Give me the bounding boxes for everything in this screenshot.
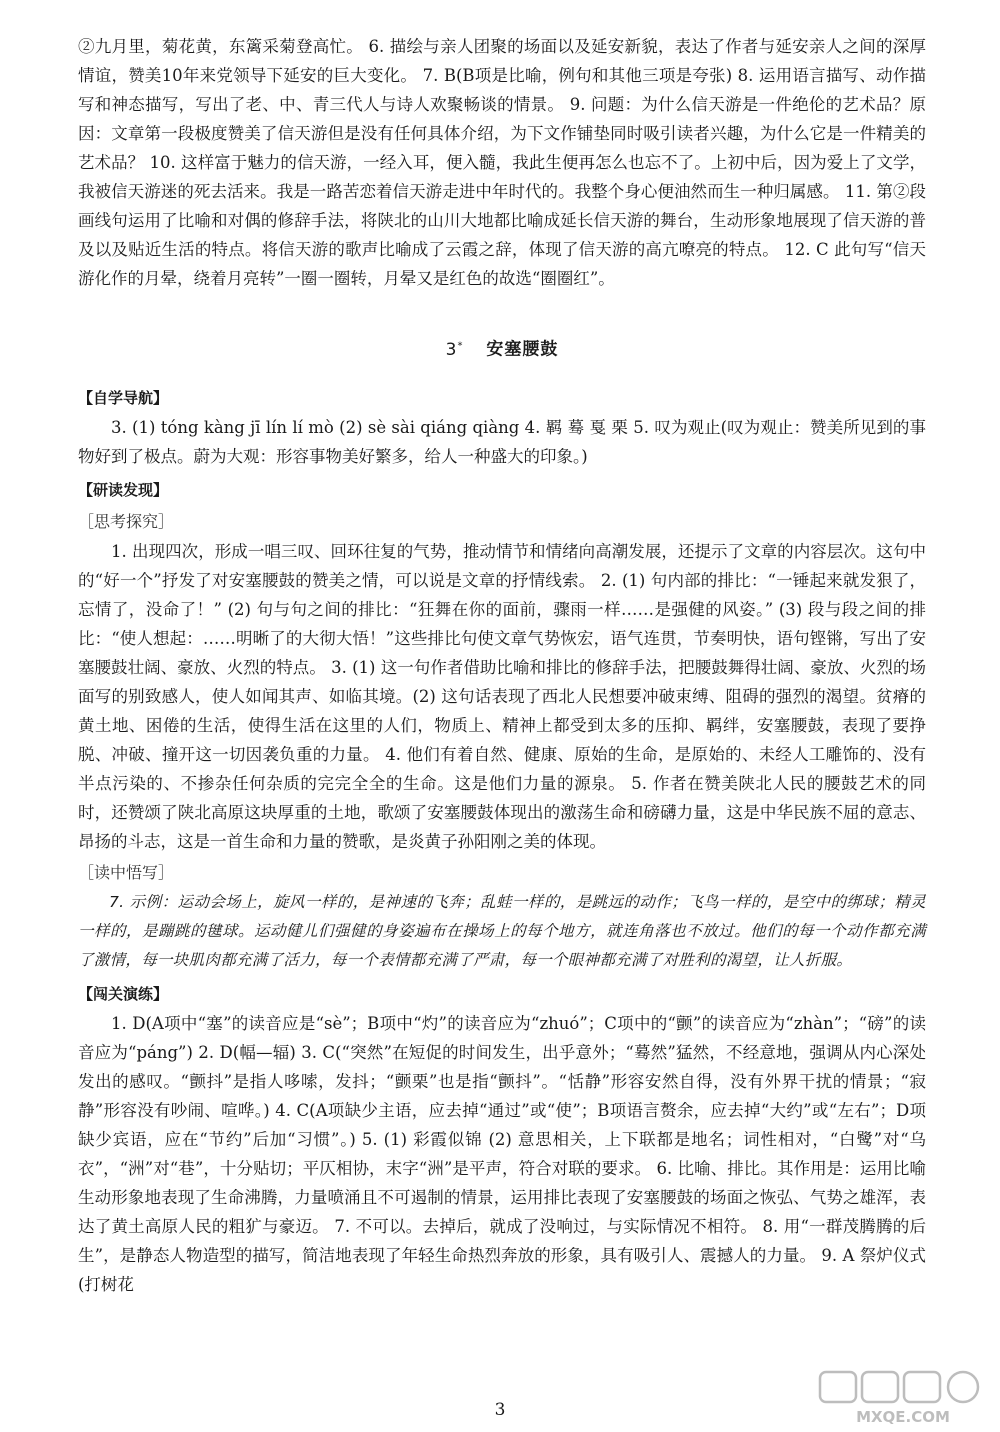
chapter-mark: *	[457, 340, 464, 351]
sub-heading-thinking: ［思考探究］	[78, 511, 175, 531]
sub-heading-reading-writing: ［读中悟写］	[78, 862, 175, 882]
section-heading-practice: 【闯关演练】	[78, 984, 169, 1003]
page-number: 3	[494, 1400, 506, 1420]
chapter-title	[78, 331, 926, 365]
reading-writing-example: 7. 示例：运动会场上，旋风一样的，是神速的飞奔；乱蛙一样的，是跳远的动作；飞鸟一样的，是空中的绑球；精灵一样的，是蹦跳的毽球。运动健儿们强健的身姿遍布在操场上的每个地方，就连角落也不放过。他们的每一个动作都充满了激情，每一块肌肉都充满了活力，每一个表情都充满了严肃，每一个眼神都充满了对胜利的渴望，让人折服。	[78, 892, 926, 969]
section-heading-self-study: 【自学导航】	[78, 388, 169, 407]
research-answers: 1. 出现四次，形成一唱三叹、回环往复的气势，推动情节和情绪向高潮发展，还提示了文章的内容层次。这句中的“好一个”抒发了对安塞腰鼓的赞美之情，可以说是文章的抒情线索。 2. (1) 句内部的排比：“一锤起来就发狠了，忘情了，没命了！” (2) 句与句之间的排比：“狂舞在你的面前，骤雨一样……是强健的风姿。” (3) 段与段之间的排比：“使人想起：……明晰了的大彻大悟！”这些排比句使文章气势恢宏，语气连贯，节奏明快，语句铿锵，写出了安塞腰鼓壮阔、豪放、火烈的特点。 3. (1) 这一句作者借助比喻和排比的修辞手法，把腰鼓舞得壮阔、豪放、火烈的场面写的别致感人，使人如闻其声、如临其境。(2) 这句话表现了西北人民想要冲破束缚、阻碍的强烈的渴望。贫瘠的黄土地、困倦的生活，使得生活在这里的人们，物质上、精神上都受到太多的压抑、羁绊，安塞腰鼓，表现了要挣脱、冲破、撞开这一切因袭负重的力量。 4. 他们有着自然、健康、原始的生命，是原始的、未经人工雕饰的、没有半点污染的、不掺杂任何杂质的完完全全的生命。这是他们力量的源泉。 5. 作者在赞美陕北人民的腰鼓艺术的同时，还赞颂了陕北高原这块厚重的土地，歌颂了安塞腰鼓体现出的激荡生命和磅礴力量，这是中华民族不屈的意志、昂扬的斗志，这是一首生命和力量的赞歌，是炎黄子孙阳刚之美的体现。	[78, 541, 926, 851]
practice-answers: 1. D(A项中“塞”的读音应是“sè”；B项中“灼”的读音应为“zhuó”；C项中的“颤”的读音应为“zhàn”；“磅”的读音应为“páng”) 2. D(幅—辐) 3. C(“突然”在短促的时间发生，出乎意外；“蓦然”猛然，不经意地，强调从内心深处发出的感叹。“颤抖”是指人哆嗦，发抖；“颤栗”也是指“颤抖”。“恬静”形容安然自得，没有外界干扰的情景；“寂静”形容没有吵闹、喧哗。) 4. C(A项缺少主语，应去掉“通过”或“使”；B项语言赘余，应去掉“大约”或“左右”；D项缺少宾语，应在“节约”后加“习惯”。) 5. (1) 彩霞似锦 (2) 意思相关，上下联都是地名；词性相对，“白鹭”对“乌衣”，“洲”对“巷”，十分贴切；平仄相协，末字“洲”是平声，符合对联的要求。 6. 比喻、排比。其作用是：运用比喻生动形象地表现了生命沸腾，力量喷涌且不可遏制的情景，运用排比表现了安塞腰鼓的场面之恢弘、气势之雄浑，表达了黄土高原人民的粗犷与豪迈。 7. 不可以。去掉后，就成了没响过，与实际情况不相符。 8. 用“一群茂腾腾的后生”，是静态人物造型的描写，简洁地表现了年轻生命热烈奔放的形象，具有吸引人、震撼人的力量。 9. A 祭炉仪式(打树花	[78, 1013, 926, 1294]
chapter-name: 安塞腰鼓	[486, 339, 559, 360]
watermark-text: MXQE.COM	[856, 1408, 950, 1426]
chapter-number: 3*	[445, 339, 464, 360]
section-heading-research: 【研读发现】	[78, 480, 169, 499]
site-watermark-logo	[818, 1370, 988, 1426]
answer-page	[78, 32, 926, 1299]
self-study-answers: 3. (1) tóng kàng jī lín lí mò (2) sè sài qiáng qiàng 4. 羁 蓦 戛 栗 5. 叹为观止(叹为观止：赞美所见到的事物好到了极点。蔚为大观：形容事物美好繁多，给人一种盛大的印象。)	[78, 417, 926, 466]
previous-answers-paragraph: ②九月里，菊花黄，东篱采菊登高忙。 6. 描绘与亲人团聚的场面以及延安新貌，表达了作者与延安亲人之间的深厚情谊，赞美10年来党领导下延安的巨大变化。 7. B(B项是比喻，例句和其他三项是夸张) 8. 运用语言描写、动作描写和神态描写，写出了老、中、青三代人与诗人欢聚畅谈的情景。 9. 问题：为什么信天游是一件绝伦的艺术品？原因：文章第一段极度赞美了信天游但是没有任何具体介绍，为下文作铺垫同时吸引读者兴趣，为什么它是一件精美的艺术品？ 10. 这样富于魅力的信天游，一经入耳，便入髓，我此生便再怎么也忘不了。上初中后，因为爱上了文学，我被信天游迷的死去活来。我是一路苦恋着信天游走进中年时代的。我整个身心便油然而生一种归属感。 11. 第②段画线句运用了比喻和对偶的修辞手法，将陕北的山川大地都比喻成延长信天游的舞台，生动形象地展现了信天游的普及以及贴近生活的特点。将信天游的歌声比喻成了云霞之辞，体现了信天游的高亢嘹亮的特点。 12. C 此句写“信天游化作的月晕，绕着月亮转”一圈一圈转，月晕又是红色的故选“圈圈红”。	[78, 37, 926, 288]
